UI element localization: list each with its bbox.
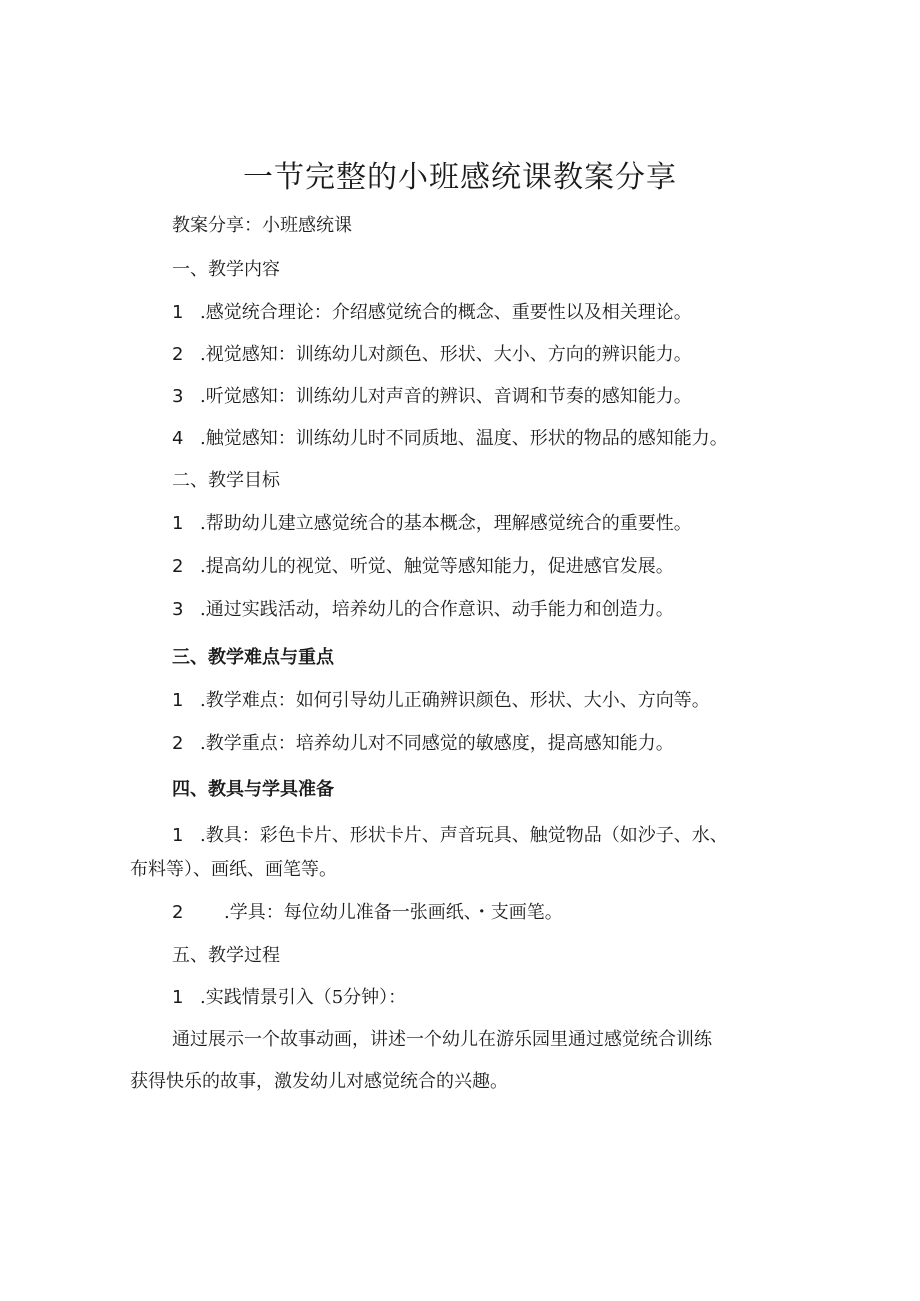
item-text: .触觉感知：训练幼儿时不同质地、温度、形状的物品的感知能力。 — [200, 428, 728, 449]
item-text: .感觉统合理论：介绍感觉统合的概念、重要性以及相关理论。 — [200, 302, 692, 323]
item-number: 2 — [172, 733, 184, 754]
subtitle: 教案分享：小班感统课 — [172, 215, 352, 236]
section-heading-materials: 四、教具与学具准备 — [172, 779, 334, 800]
list-item — [172, 985, 406, 1011]
item-text: .教具：彩色卡片、形状卡片、声音玩具、触觉物品（如沙子、水、 — [200, 825, 728, 846]
item-text: .教学重点：培养幼儿对不同感觉的敏感度，提高感知能力。 — [200, 733, 674, 754]
list-item — [172, 900, 563, 926]
list-item — [172, 554, 674, 580]
item-number: 2 — [172, 556, 184, 577]
section-heading-goals: 二、教学目标 — [172, 470, 280, 491]
list-item — [172, 597, 674, 623]
section-heading-process: 五、教学过程 — [172, 945, 280, 966]
list-item — [172, 384, 692, 410]
paragraph-line: 通过展示一个故事动画，讲述一个幼儿在游乐园里通过感觉统合训练 — [172, 1029, 712, 1050]
item-text: .实践情景引入（5分钟）： — [200, 987, 407, 1008]
section-heading-content: 一、教学内容 — [172, 259, 280, 280]
list-item — [172, 823, 728, 849]
item-text: .视觉感知：训练幼儿对颜色、形状、大小、方向的辨识能力。 — [200, 344, 692, 365]
list-item — [172, 731, 674, 757]
item-number: 1 — [172, 513, 184, 534]
item-text: .听觉感知：训练幼儿对声音的辨识、音调和节奏的感知能力。 — [200, 386, 692, 407]
list-item — [172, 300, 692, 326]
item-text: .教学难点：如何引导幼儿正确辨识颜色、形状、大小、方向等。 — [200, 690, 710, 711]
item-number: 4 — [172, 428, 184, 449]
paragraph-line: 获得快乐的故事，激发幼儿对感觉统合的兴趣。 — [130, 1071, 508, 1092]
list-item — [172, 688, 710, 714]
item-number: 1 — [172, 825, 184, 846]
item-number: 3 — [172, 386, 184, 407]
item-number: 3 — [172, 599, 184, 620]
item-text: .学具：每位幼儿准备一张画纸、・支画笔。 — [224, 902, 563, 923]
list-item — [172, 342, 692, 368]
list-item — [172, 426, 728, 452]
item-number: 2 — [172, 344, 184, 365]
item-text: .提高幼儿的视觉、听觉、触觉等感知能力，促进感官发展。 — [200, 556, 674, 577]
item-text: .通过实践活动，培养幼儿的合作意识、动手能力和创造力。 — [200, 599, 674, 620]
section-heading-difficulties: 三、教学难点与重点 — [172, 647, 334, 668]
list-item — [172, 511, 692, 537]
item-number: 1 — [172, 987, 184, 1008]
item-text: .帮助幼儿建立感觉统合的基本概念，理解感觉统合的重要性。 — [200, 513, 692, 534]
item-number: 1 — [172, 690, 184, 711]
item-number: 2 — [172, 902, 184, 923]
page-title: 一节完整的小班感统课教案分享 — [243, 160, 677, 195]
list-item-continuation: 布料等）、画纸、画笔等。 — [130, 859, 337, 880]
item-number: 1 — [172, 302, 184, 323]
